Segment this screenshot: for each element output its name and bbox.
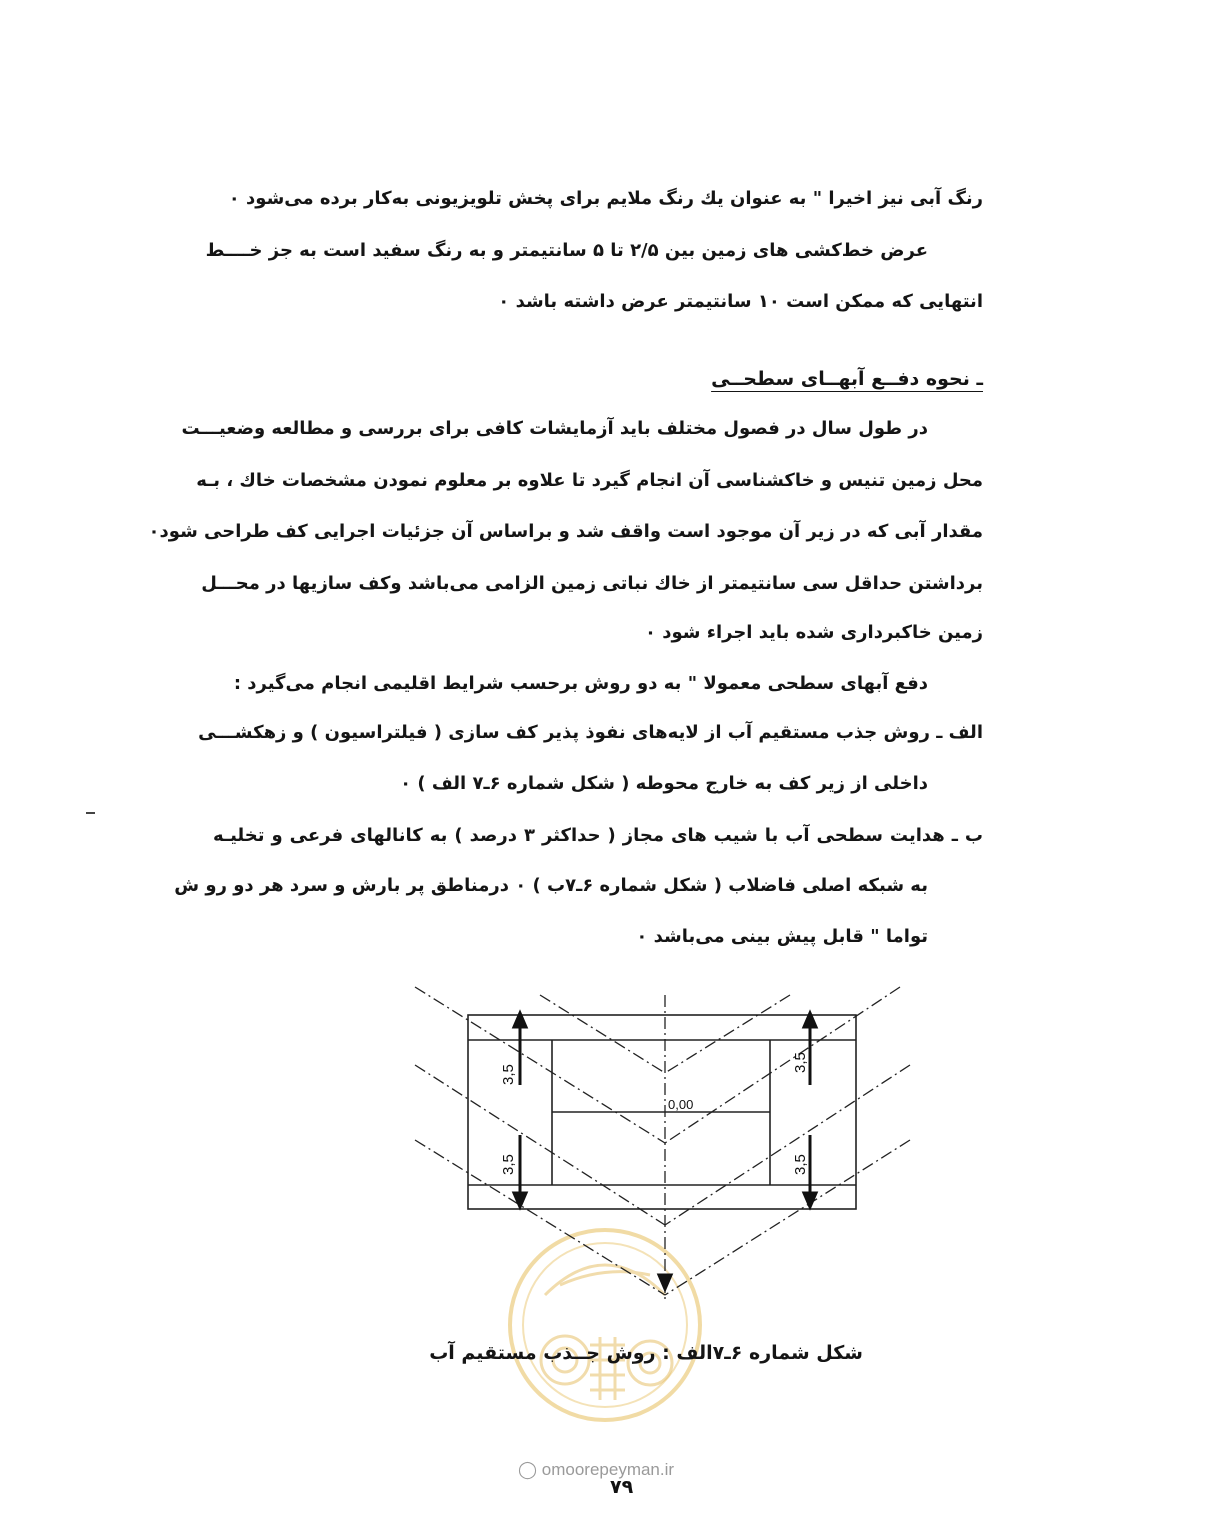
paragraph-3-line-4: برداشتن حداقل سی سانتیمتر از خاك نباتی زمین الزامی می‌باشد وکف سازیها در محـــل bbox=[201, 573, 983, 594]
paragraph-4-line-1: دفع آبهای سطحی معمولا " به دو روش برحسب شرایط اقلیمی انجام می‌گیرد : bbox=[233, 673, 928, 694]
globe-icon: ◯ bbox=[518, 1460, 538, 1479]
margin-dash bbox=[86, 812, 95, 814]
item-b-line-3: تواما " قابل پیش بینی می‌باشد ۰ bbox=[636, 926, 928, 947]
dim-label-bottom-left: 3,5 bbox=[500, 1154, 517, 1175]
dim-label-top-right: 3,5 bbox=[792, 1052, 809, 1073]
watermark-text: omoorepeyman.ir bbox=[541, 1460, 675, 1479]
paragraph-3-line-5: زمین خاکبرداری شده باید اجراء شود ۰ bbox=[645, 622, 983, 643]
site-watermark bbox=[518, 1460, 674, 1480]
dim-label-top-left: 3,5 bbox=[500, 1064, 517, 1085]
drainage-plan-figure bbox=[400, 975, 920, 1305]
item-b-line-1: ب ـ هدایت سطحی آب با شیب های مجاز ( حداکثر ۳ درصد ) به کانالهای فرعی و تخلیـه bbox=[213, 825, 983, 846]
paragraph-3-line-3: مقدار آبی که در زیر آن موجود است واقف شد و براساس آن جزئیات اجرایی کف طراحی شود۰ bbox=[148, 521, 983, 542]
paragraph-2-line-1: عرض خط‌کشی های زمین بین ۲/۵ تا ۵ سانتیمتر و به رنگ سفید است به جز خــــط bbox=[205, 240, 928, 261]
dim-label-bottom-right: 3,5 bbox=[792, 1154, 809, 1175]
section-heading: ـ نحوه دفــع آبهــای سطحــی bbox=[711, 368, 983, 390]
item-b-line-2: به شبکه اصلی فاضلاب ( شکل شماره ۶ـ۷ب ) ۰ درمناطق پر بارش و سرد هر دو رو ش bbox=[174, 875, 928, 896]
page-number: ۷۹ bbox=[610, 1476, 634, 1498]
figure-caption: شکل شماره ۶ـ۷الف : روش جــذب مستقیم آب bbox=[429, 1342, 863, 1364]
court-outline bbox=[468, 1015, 856, 1209]
item-a-line-1: الف ـ روش جذب مستقیم آب از لایه‌های نفوذ پذیر کف سازی ( فیلتراسیون ) و زهکشـــی bbox=[198, 722, 983, 743]
diagonal-dashdot-lines bbox=[415, 987, 910, 1303]
paragraph-3-line-1: در طول سال در فصول مختلف باید آزمایشات کافی برای بررسی و مطالعه وضعیـــت bbox=[181, 418, 928, 439]
paragraph-1-line-1: رنگ آبی نیز اخیرا " به عنوان یك رنگ ملایم برای پخش تلویزیونی به‌کار برده می‌شود ۰ bbox=[228, 188, 983, 209]
paragraph-2-line-2: انتهایی که ممکن است ۱۰ سانتیمتر عرض داشته باشد ۰ bbox=[498, 291, 983, 312]
paragraph-3-line-2: محل زمین تنیس و خاکشناسی آن انجام گیرد تا علاوه بر معلوم نمودن مشخصات خاك ، بـه bbox=[196, 470, 983, 491]
center-level-label: 0,00 bbox=[668, 1097, 694, 1112]
item-a-line-2: داخلی از زیر کف به خارج محوطه ( شکل شماره ۶ـ۷ الف ) ۰ bbox=[400, 773, 928, 794]
